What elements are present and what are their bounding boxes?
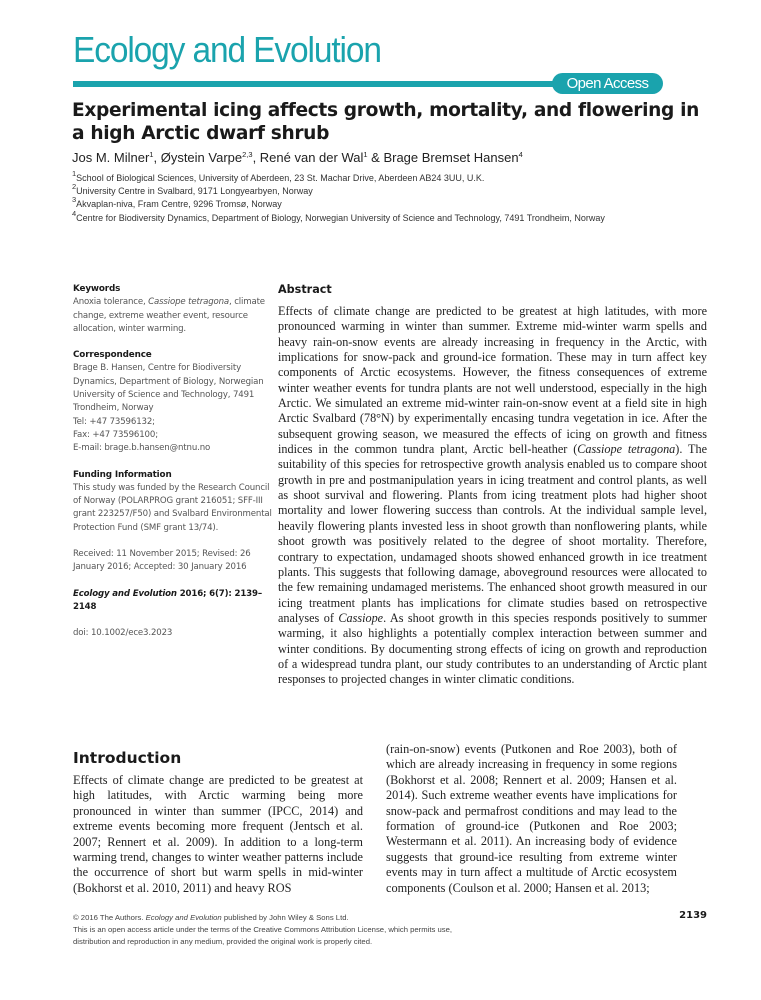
affiliation: $^2$University Centre in Svalbard, 9171 Longyearbyen, Norway	[72, 182, 313, 197]
copyright-line: © 2016 The Authors. Ecology and Evolution published by John Wiley & Sons Ltd.	[73, 913, 349, 922]
affiliation: $^4$Centre for Biodiversity Dynamics, Department of Biology, Norwegian University of Science and Technology, 7491 Trondheim, Norway	[72, 208, 605, 223]
introduction-heading: Introduction	[73, 749, 182, 767]
funding-text: This study was funded by the Research Council of Norway (POLARPROG grant 216051; SFF-III grant 223257/F50) and Svalbard Environmental Protection Fund (SMF grant 13/74).	[73, 482, 272, 533]
correspondence-section	[73, 349, 273, 455]
author-list	[72, 150, 712, 166]
funding-heading: Funding Information	[73, 469, 172, 480]
article-info-sidebar	[73, 283, 273, 654]
affiliations	[72, 169, 722, 225]
funding-section	[73, 469, 273, 535]
doi[interactable]: doi: 10.1002/ece3.2023	[73, 628, 173, 639]
introduction-column-left	[73, 773, 363, 896]
keywords-heading: Keywords	[73, 284, 121, 294]
article-title: Experimental icing affects growth, mortality, and flowering in a high Arctic dwarf shrub	[72, 100, 700, 144]
introduction-text: (rain-on-snow) events (Putkonen and Roe 2003), both of which are already increasing in frequency in some regions (Bokhorst et al. 2008; Rennert et al. 2009; Hansen et al. 2014). Such extreme weather events have implications for snow-pack and permafrost conditions and may lead to the formation of ground-ice (Putkonen and Roe 2003; Westermann et al. 2011). An increasing body of evidence suggests that ground-ice resulting from extreme winter events may in turn affect a multitude of Arctic ecosystem components (Coulson et al. 2000; Hansen et al. 2013;	[386, 742, 677, 895]
author: Jos M. Milner$^1$,	[72, 150, 161, 165]
open-access-badge: Open Access	[552, 73, 663, 94]
abstract-text: Effects of climate change are predicted to be greatest at high latitudes, with more pronounced warming in winter than summer. Extreme mid-winter warm spells and heavy rain-on-snow events are already increasing in frequency in the Arctic, with implications for snow-pack and ground-ice formation. These may in turn affect key components of Arctic ecosystems. However, the fitness consequences of extreme winter weather events for tundra plants are not well understood, especially in the high Arctic. We simulated an extreme mid-winter rain-on-snow event at a field site in high Arctic Svalbard (78°N) by experimentally encasing tundra vegetation in ice. After the subsequent growing season, we measured the effects of icing on growth and fitness indices in the common tundra plant, Arctic bell-heather (Cassiope tetragona). The suitability of this species for retrospective growth analysis enabled us to compare shoot growth in pre and postmanipulation years in icing treatment and control plants, as well as shoot survival and flowering. Plants from icing treatment plots had higher shoot mortality and lower flowering success than controls. At the individual sample level, heavily flowering plants invested less in shoot growth than nonflowering plants, while shoot growth was positively related to the degree of shoot mortality. Therefore, contrary to expectation, undamaged shoots showed enhanced growth in ice treatment plants. This suggests that following damage, aboveground resources were allocated to the few remaining undamaged meristems. The enhanced shoot growth measured in our icing treatment plants has implications for climate studies based on retrospective analyses of Cassiope. As shoot growth in this species responds positively to summer warming, it also highlights a potentially complex interaction between summer and winter conditions. By documenting strong effects of icing on growth and reproduction of a widespread tundra plant, our study contributes to an understanding of Arctic plant responses to projected changes in winter climatic conditions.	[278, 304, 707, 687]
keywords-text: Anoxia tolerance, Cassiope tetragona, climate change, extreme weather event, resource allocation, winter warming.	[73, 297, 265, 334]
abstract-heading: Abstract	[278, 283, 332, 296]
author: René van der Wal$^1$ &	[259, 150, 384, 165]
correspondence-email[interactable]: E-mail: brage.b.hansen@ntnu.no	[73, 443, 211, 454]
abstract-section	[278, 283, 707, 688]
affiliation-marker: 4	[518, 150, 523, 159]
affiliation: $^3$Akvaplan-niva, Fram Centre, 9296 Tromsø, Norway	[72, 195, 282, 210]
page-number: 2139	[679, 910, 707, 921]
introduction-text: Effects of climate change are predicted to be greatest at high latitudes, with Arctic warming being more pronounced in winter than summer (IPCC, 2014) and extreme events becoming more frequent (Jentsch et al. 2007; Rennert et al. 2009). In addition to a long-term warming trend, changes to winter weather patterns include the occurrence of short but warm spells in mid-winter (Bokhorst et al. 2010, 2011) and heavy ROS	[73, 773, 363, 895]
correspondence-tel: Tel: +47 73596132;	[73, 416, 155, 427]
correspondence-heading: Correspondence	[73, 350, 152, 361]
license-line: This is an open access article under the terms of the Creative Commons Attribution License, which permits use,	[73, 924, 452, 934]
page-footer	[73, 912, 633, 947]
author: Brage Bremset Hansen$^4$	[383, 150, 523, 165]
affiliation-marker: 2,3	[242, 150, 253, 159]
author: Øystein Varpe$^{2,3}$,	[160, 150, 260, 165]
correspondence-address: Brage B. Hansen, Centre for Biodiversity Dynamics, Department of Biology, Norwegian University of Science and Technology, 7491 Trondheim, Norway	[73, 363, 264, 414]
keywords-section	[73, 283, 273, 336]
correspondence-fax: Fax: +47 73596100;	[73, 429, 158, 440]
affiliation: $^1$School of Biological Sciences, University of Aberdeen, 23 St. Machar Drive, Aberdeen AB24 3UU, U.K.	[72, 169, 485, 183]
journal-citation: Ecology and Evolution 2016; 6(7): 2139–2148	[73, 588, 262, 612]
journal-title: Ecology and Evolution	[73, 29, 381, 70]
header-rule	[73, 81, 555, 87]
affiliation-marker: 1	[363, 150, 368, 159]
introduction-column-right	[386, 742, 677, 896]
license-line: distribution and reproduction in any medium, provided the original work is properly cited.	[73, 936, 373, 946]
affiliation-marker: 1	[149, 150, 154, 159]
article-dates: Received: 11 November 2015; Revised: 26 January 2016; Accepted: 30 January 2016	[73, 549, 251, 573]
